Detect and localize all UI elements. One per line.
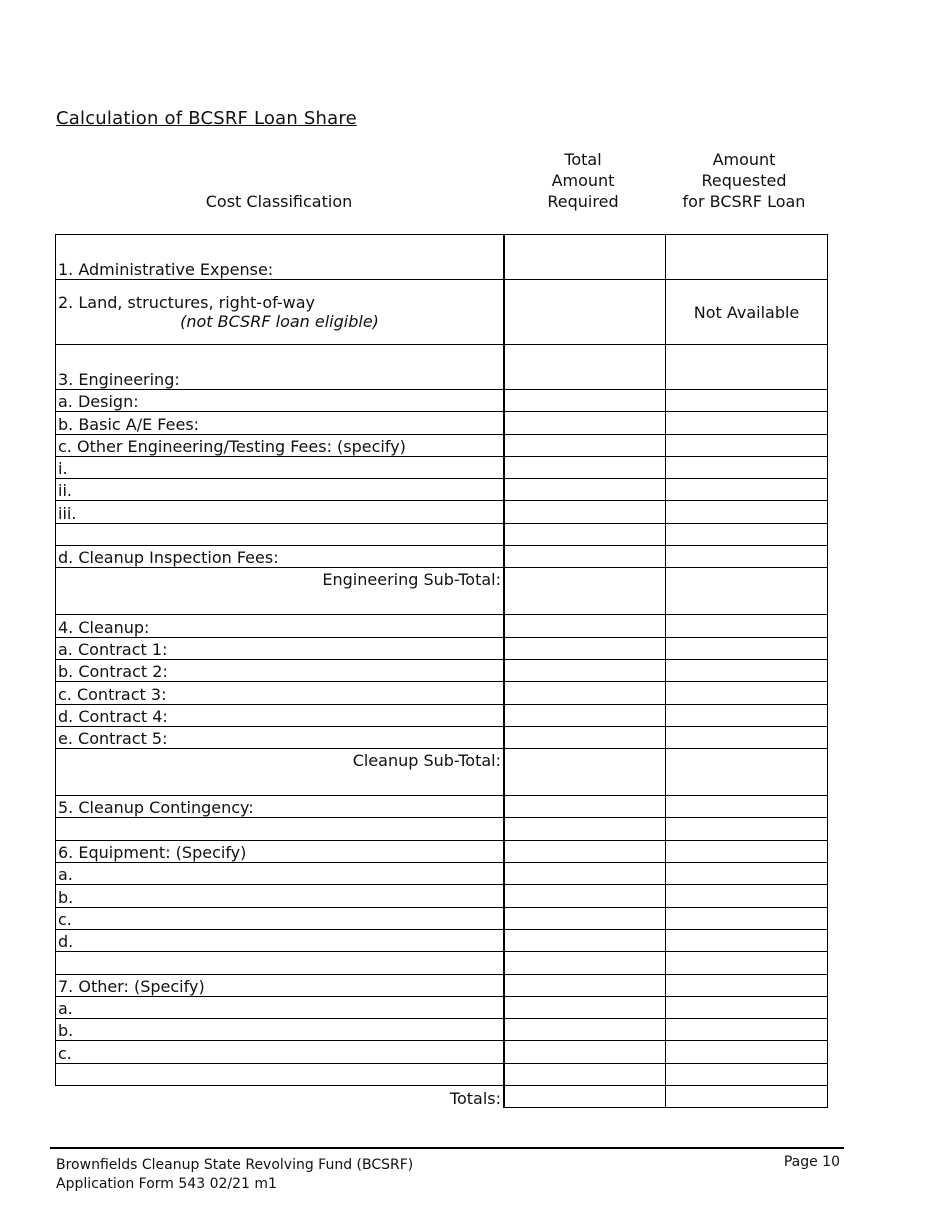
requested-amount-cell[interactable] (666, 907, 828, 929)
row-equipment-d (56, 929, 828, 951)
total-amount-cell[interactable] (504, 390, 666, 412)
row-basic-ae-fees (56, 412, 828, 434)
row-contract-3 (56, 682, 828, 704)
total-amount-cell[interactable] (504, 726, 666, 748)
row-label[interactable]: c. (56, 1041, 505, 1063)
row-administrative-expense (56, 235, 828, 280)
row-label[interactable]: c. (56, 907, 505, 929)
row-label[interactable]: a. (56, 863, 505, 885)
requested-amount-cell[interactable] (666, 523, 828, 545)
total-amount-cell[interactable] (504, 479, 666, 501)
row-label: d. Cleanup Inspection Fees: (56, 546, 505, 568)
row-label (56, 1063, 505, 1085)
row-contract-2 (56, 659, 828, 681)
requested-amount-cell[interactable] (666, 1019, 828, 1041)
requested-amount-cell[interactable] (666, 929, 828, 951)
row-label[interactable]: d. (56, 929, 505, 951)
row-label: c. Contract 3: (56, 682, 505, 704)
requested-amount-cell[interactable] (666, 479, 828, 501)
requested-amount-cell[interactable] (666, 818, 828, 840)
row-label[interactable]: a. (56, 996, 505, 1018)
row-label: 4. Cleanup: (56, 615, 505, 637)
requested-amount-cell[interactable] (666, 412, 828, 434)
footer-form-id: Application Form 543 02/21 m1 (56, 1176, 277, 1192)
requested-amount-cell[interactable] (666, 682, 828, 704)
requested-amount-cell[interactable] (666, 885, 828, 907)
row-label: 7. Other: (Specify) (56, 974, 505, 996)
row-equipment-a (56, 863, 828, 885)
row-cleanup (56, 615, 828, 637)
header-requested-line: Requested (701, 171, 787, 190)
total-amount-cell[interactable] (504, 863, 666, 885)
row-contract-1 (56, 637, 828, 659)
row-label: b. Contract 2: (56, 659, 505, 681)
row-label: 6. Equipment: (Specify) (56, 840, 505, 862)
row-label: d. Contract 4: (56, 704, 505, 726)
row-contract-5 (56, 726, 828, 748)
row-label[interactable]: ii. (56, 479, 505, 501)
total-amount-cell[interactable] (504, 1063, 666, 1085)
form-title: Calculation of BCSRF Loan Share (56, 108, 357, 129)
row-label[interactable]: b. (56, 885, 505, 907)
row-engineering-subtotal (56, 568, 828, 615)
total-amount-cell[interactable] (504, 456, 666, 478)
requested-amount-cell[interactable] (666, 456, 828, 478)
total-amount-cell[interactable] (504, 974, 666, 996)
total-amount-cell[interactable] (504, 546, 666, 568)
requested-amount-cell[interactable] (666, 568, 828, 615)
total-amount-cell[interactable] (504, 659, 666, 681)
requested-amount-cell[interactable] (666, 974, 828, 996)
requested-amount-cell[interactable] (666, 840, 828, 862)
footer-divider (50, 1147, 844, 1149)
total-amount-cell[interactable] (504, 615, 666, 637)
total-amount-cell[interactable] (504, 996, 666, 1018)
total-amount-cell[interactable] (504, 434, 666, 456)
land-note: (not BCSRF loan eligible) (180, 312, 379, 331)
header-requested-line: Amount (712, 150, 776, 169)
page-number: Page 10 (783, 1154, 840, 1170)
land-label: 2. Land, structures, right-of-way (58, 293, 315, 312)
total-amount-cell[interactable] (504, 840, 666, 862)
row-blank (56, 952, 828, 974)
row-cleanup-subtotal (56, 749, 828, 796)
row-other-b (56, 1019, 828, 1041)
row-equipment-c (56, 907, 828, 929)
header-amount-requested (664, 149, 824, 212)
total-amount-cell[interactable] (504, 796, 666, 818)
total-amount-cell[interactable] (504, 501, 666, 523)
total-amount-cell[interactable] (504, 907, 666, 929)
total-amount-cell[interactable] (504, 929, 666, 951)
header-total-line: Total (564, 150, 602, 169)
total-amount-cell[interactable] (504, 523, 666, 545)
header-requested-line: for BCSRF Loan (682, 192, 806, 211)
header-total-line: Amount (551, 171, 615, 190)
header-cost-classification: Cost Classification (205, 192, 353, 211)
header-total-line: Required (547, 192, 619, 211)
row-blank (56, 523, 828, 545)
row-label: 5. Cleanup Contingency: (56, 796, 505, 818)
total-amount-cell[interactable] (504, 568, 666, 615)
requested-amount-cell[interactable] (666, 615, 828, 637)
header-total-amount (503, 149, 663, 212)
total-amount-cell[interactable] (504, 412, 666, 434)
total-amount-cell[interactable] (504, 885, 666, 907)
row-eng-ii (56, 479, 828, 501)
row-label (56, 818, 505, 840)
row-contract-4 (56, 704, 828, 726)
requested-amount-cell[interactable] (666, 345, 828, 390)
row-totals (56, 1086, 828, 1108)
requested-amount-cell[interactable] (666, 434, 828, 456)
row-label: 3. Engineering: (56, 345, 505, 390)
subtotal-label: Engineering Sub-Total: (56, 568, 505, 615)
requested-amount-cell[interactable] (666, 704, 828, 726)
requested-amount-cell[interactable] (666, 796, 828, 818)
subtotal-label: Cleanup Sub-Total: (56, 749, 505, 796)
row-label: a. Design: (56, 390, 505, 412)
row-label: c. Other Engineering/Testing Fees: (specify) (56, 434, 505, 456)
total-amount-cell[interactable] (504, 682, 666, 704)
requested-amount-cell[interactable] (666, 1086, 828, 1108)
row-other-c (56, 1041, 828, 1063)
row-cleanup-inspection-fees (56, 546, 828, 568)
row-land (56, 280, 828, 345)
requested-amount-cell[interactable] (666, 996, 828, 1018)
row-blank (56, 1063, 828, 1085)
footer-program-name: Brownfields Cleanup State Revolving Fund (BCSRF) (56, 1157, 414, 1173)
requested-amount-cell[interactable] (666, 863, 828, 885)
row-eng-iii (56, 501, 828, 523)
row-label: e. Contract 5: (56, 726, 505, 748)
requested-amount-cell[interactable] (666, 637, 828, 659)
row-label[interactable]: i. (56, 456, 505, 478)
total-amount-cell[interactable] (504, 280, 666, 345)
requested-amount-cell[interactable] (666, 501, 828, 523)
total-amount-cell[interactable] (504, 1019, 666, 1041)
total-amount-cell[interactable] (504, 1086, 666, 1108)
footer-info (56, 1156, 413, 1194)
requested-amount-cell[interactable] (666, 952, 828, 974)
row-other (56, 974, 828, 996)
requested-amount-cell[interactable] (666, 1063, 828, 1085)
row-other-a (56, 996, 828, 1018)
requested-amount-cell[interactable] (666, 749, 828, 796)
loan-share-table (55, 234, 828, 1108)
requested-amount-cell[interactable] (666, 1041, 828, 1063)
row-label (56, 952, 505, 974)
requested-not-available: Not Available (666, 280, 828, 345)
row-equipment (56, 840, 828, 862)
total-amount-cell[interactable] (504, 345, 666, 390)
row-label (56, 280, 505, 345)
row-cleanup-contingency (56, 796, 828, 818)
requested-amount-cell[interactable] (666, 546, 828, 568)
total-amount-cell[interactable] (504, 704, 666, 726)
row-eng-i (56, 456, 828, 478)
total-amount-cell[interactable] (504, 952, 666, 974)
total-amount-cell[interactable] (504, 235, 666, 280)
total-amount-cell[interactable] (504, 637, 666, 659)
row-label: 1. Administrative Expense: (56, 235, 505, 280)
row-design (56, 390, 828, 412)
requested-amount-cell[interactable] (666, 659, 828, 681)
row-label (56, 523, 505, 545)
totals-label: Totals: (449, 1088, 501, 1108)
row-blank (56, 818, 828, 840)
requested-amount-cell[interactable] (666, 726, 828, 748)
total-amount-cell[interactable] (504, 818, 666, 840)
row-other-engineering (56, 434, 828, 456)
requested-amount-cell[interactable] (666, 235, 828, 280)
row-label[interactable]: b. (56, 1019, 505, 1041)
requested-amount-cell[interactable] (666, 390, 828, 412)
row-engineering (56, 345, 828, 390)
row-label: b. Basic A/E Fees: (56, 412, 505, 434)
row-label[interactable]: iii. (56, 501, 505, 523)
total-amount-cell[interactable] (504, 1041, 666, 1063)
total-amount-cell[interactable] (504, 749, 666, 796)
row-label: a. Contract 1: (56, 637, 505, 659)
row-equipment-b (56, 885, 828, 907)
